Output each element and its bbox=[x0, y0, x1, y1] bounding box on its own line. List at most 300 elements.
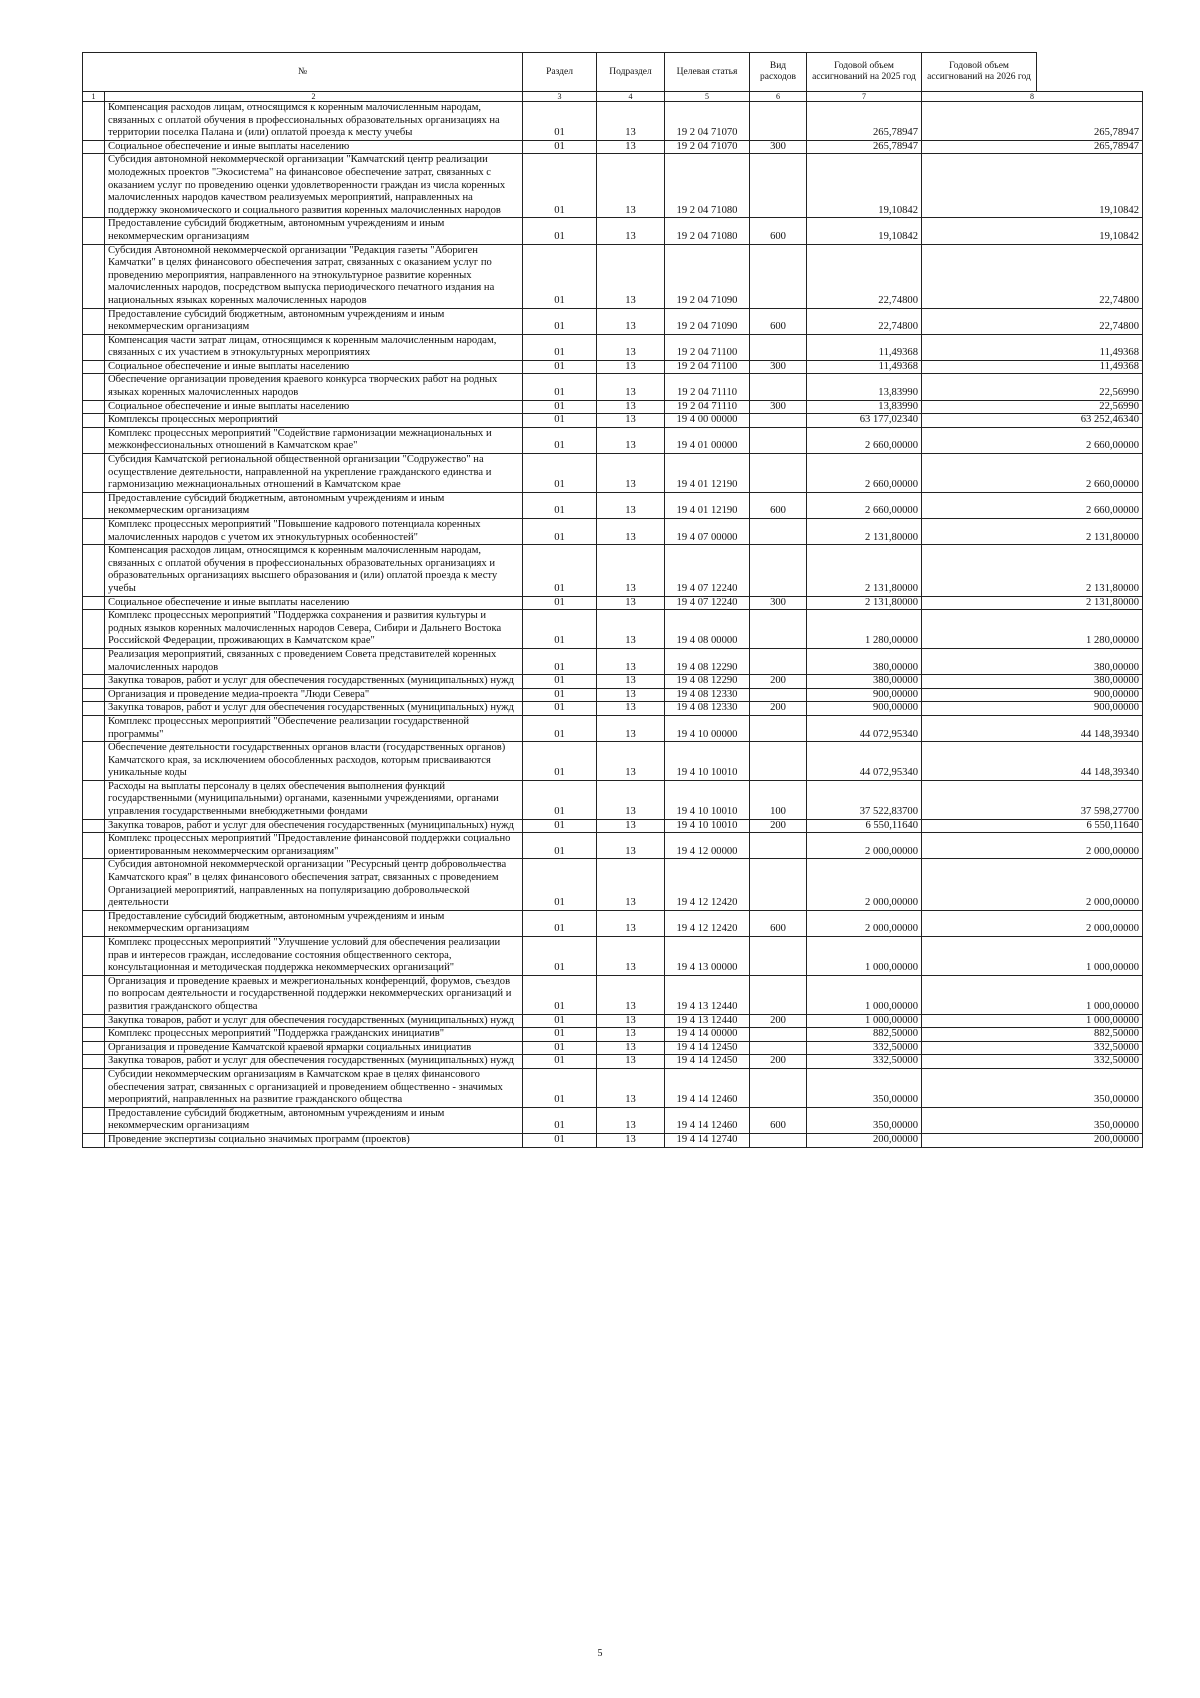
header-number: № bbox=[83, 53, 523, 92]
table-row bbox=[83, 859, 1143, 910]
row-target-article-cell: 19 4 13 00000 bbox=[665, 937, 750, 976]
row-number-cell bbox=[83, 360, 105, 374]
row-section-cell: 01 bbox=[523, 244, 597, 308]
row-name-cell: Предоставление субсидий бюджетным, автономным учреждениям и иным некоммерческим организациям bbox=[105, 308, 523, 334]
row-year-2026-cell: 63 252,46340 bbox=[922, 414, 1143, 428]
row-number-cell bbox=[83, 545, 105, 596]
row-target-article-cell: 19 4 12 12420 bbox=[665, 859, 750, 910]
row-section-cell: 01 bbox=[523, 910, 597, 936]
row-subsection-cell: 13 bbox=[597, 1014, 665, 1028]
row-section-cell: 01 bbox=[523, 937, 597, 976]
table-row bbox=[83, 975, 1143, 1014]
row-name-cell: Закупка товаров, работ и услуг для обеспечения государственных (муниципальных) нужд bbox=[105, 1055, 523, 1069]
row-subsection-cell: 13 bbox=[597, 1041, 665, 1055]
row-year-2025-cell: 6 550,11640 bbox=[807, 819, 922, 833]
row-year-2025-cell: 350,00000 bbox=[807, 1107, 922, 1133]
row-section-cell: 01 bbox=[523, 1107, 597, 1133]
row-target-article-cell: 19 2 04 71110 bbox=[665, 400, 750, 414]
row-year-2025-cell: 2 000,00000 bbox=[807, 833, 922, 859]
row-target-article-cell: 19 2 04 71070 bbox=[665, 102, 750, 141]
row-number-cell bbox=[83, 675, 105, 689]
table-row bbox=[83, 308, 1143, 334]
row-section-cell: 01 bbox=[523, 702, 597, 716]
row-number-cell bbox=[83, 427, 105, 453]
row-expense-type-cell bbox=[750, 937, 807, 976]
row-number-cell bbox=[83, 492, 105, 518]
row-target-article-cell: 19 4 12 12420 bbox=[665, 910, 750, 936]
row-section-cell: 01 bbox=[523, 454, 597, 493]
row-target-article-cell: 19 4 01 00000 bbox=[665, 427, 750, 453]
row-expense-type-cell: 300 bbox=[750, 140, 807, 154]
row-subsection-cell: 13 bbox=[597, 975, 665, 1014]
row-section-cell: 01 bbox=[523, 1133, 597, 1147]
row-section-cell: 01 bbox=[523, 414, 597, 428]
table-row bbox=[83, 688, 1143, 702]
row-year-2026-cell: 19,10842 bbox=[922, 218, 1143, 244]
table-row bbox=[83, 610, 1143, 649]
row-year-2026-cell: 332,50000 bbox=[922, 1041, 1143, 1055]
row-year-2025-cell: 2 131,80000 bbox=[807, 519, 922, 545]
table-row bbox=[83, 218, 1143, 244]
row-name-cell: Комплексы процессных мероприятий bbox=[105, 414, 523, 428]
row-year-2026-cell: 22,56990 bbox=[922, 400, 1143, 414]
row-name-cell: Субсидии некоммерческим организациям в Камчатском крае в целях финансового обеспечения затрат, связанных с организацией и проведением общественно - значимых мероприятий, направленных на развитие гражданского общества bbox=[105, 1068, 523, 1107]
row-subsection-cell: 13 bbox=[597, 1055, 665, 1069]
row-expense-type-cell: 300 bbox=[750, 360, 807, 374]
row-year-2026-cell: 19,10842 bbox=[922, 154, 1143, 218]
row-number-cell bbox=[83, 374, 105, 400]
table-row bbox=[83, 102, 1143, 141]
row-subsection-cell: 13 bbox=[597, 780, 665, 819]
row-target-article-cell: 19 4 08 12290 bbox=[665, 675, 750, 689]
row-section-cell: 01 bbox=[523, 400, 597, 414]
row-section-cell: 01 bbox=[523, 975, 597, 1014]
row-expense-type-cell bbox=[750, 688, 807, 702]
row-year-2026-cell: 2 131,80000 bbox=[922, 596, 1143, 610]
row-target-article-cell: 19 4 10 10010 bbox=[665, 742, 750, 781]
row-year-2025-cell: 1 000,00000 bbox=[807, 975, 922, 1014]
row-year-2026-cell: 2 000,00000 bbox=[922, 859, 1143, 910]
row-section-cell: 01 bbox=[523, 688, 597, 702]
table-row bbox=[83, 492, 1143, 518]
row-year-2025-cell: 900,00000 bbox=[807, 688, 922, 702]
row-expense-type-cell: 600 bbox=[750, 308, 807, 334]
row-name-cell: Организация и проведение краевых и межрегиональных конференций, форумов, съездов по вопросам деятельности и государственной поддержки некоммерческих организаций и развития гражданского общества bbox=[105, 975, 523, 1014]
row-expense-type-cell bbox=[750, 715, 807, 741]
row-year-2025-cell: 2 000,00000 bbox=[807, 859, 922, 910]
row-section-cell: 01 bbox=[523, 648, 597, 674]
row-target-article-cell: 19 4 00 00000 bbox=[665, 414, 750, 428]
row-year-2025-cell: 2 000,00000 bbox=[807, 910, 922, 936]
row-year-2026-cell: 2 000,00000 bbox=[922, 910, 1143, 936]
row-year-2026-cell: 380,00000 bbox=[922, 648, 1143, 674]
row-year-2026-cell: 37 598,27700 bbox=[922, 780, 1143, 819]
row-expense-type-cell bbox=[750, 859, 807, 910]
row-name-cell: Компенсация расходов лицам, относящимся к коренным малочисленным народам, связанных с оплатой обучения в профессиональных образовательных организациях на территории поселка Палана и (или) оплатой проезда к месту учебы bbox=[105, 102, 523, 141]
row-year-2025-cell: 2 131,80000 bbox=[807, 545, 922, 596]
row-name-cell: Социальное обеспечение и иные выплаты населению bbox=[105, 400, 523, 414]
row-number-cell bbox=[83, 819, 105, 833]
row-number-cell bbox=[83, 780, 105, 819]
row-expense-type-cell: 200 bbox=[750, 702, 807, 716]
row-year-2025-cell: 19,10842 bbox=[807, 218, 922, 244]
row-name-cell: Компенсация части затрат лицам, относящимся к коренным малочисленным народам, связанных с их участием в этнокультурных мероприятиях bbox=[105, 334, 523, 360]
row-year-2026-cell: 22,74800 bbox=[922, 244, 1143, 308]
row-target-article-cell: 19 4 12 00000 bbox=[665, 833, 750, 859]
row-name-cell: Комплекс процессных мероприятий "Содействие гармонизации межнациональных и межконфессиональных отношений в Камчатском крае" bbox=[105, 427, 523, 453]
row-name-cell: Организация и проведение медиа-проекта "Люди Севера" bbox=[105, 688, 523, 702]
row-subsection-cell: 13 bbox=[597, 675, 665, 689]
row-year-2025-cell: 332,50000 bbox=[807, 1041, 922, 1055]
row-subsection-cell: 13 bbox=[597, 937, 665, 976]
row-name-cell: Закупка товаров, работ и услуг для обеспечения государственных (муниципальных) нужд bbox=[105, 1014, 523, 1028]
header-col-number: 6 bbox=[750, 92, 807, 102]
row-expense-type-cell: 200 bbox=[750, 675, 807, 689]
table-row bbox=[83, 937, 1143, 976]
row-section-cell: 01 bbox=[523, 102, 597, 141]
row-expense-type-cell bbox=[750, 154, 807, 218]
row-name-cell: Комплекс процессных мероприятий "Обеспечение реализации государственной программы" bbox=[105, 715, 523, 741]
table-row bbox=[83, 1068, 1143, 1107]
table-row bbox=[83, 1028, 1143, 1042]
row-year-2026-cell: 1 000,00000 bbox=[922, 975, 1143, 1014]
row-subsection-cell: 13 bbox=[597, 1068, 665, 1107]
row-subsection-cell: 13 bbox=[597, 833, 665, 859]
row-subsection-cell: 13 bbox=[597, 819, 665, 833]
row-year-2026-cell: 2 131,80000 bbox=[922, 545, 1143, 596]
row-subsection-cell: 13 bbox=[597, 454, 665, 493]
table-row bbox=[83, 400, 1143, 414]
row-subsection-cell: 13 bbox=[597, 334, 665, 360]
row-subsection-cell: 13 bbox=[597, 374, 665, 400]
row-target-article-cell: 19 4 08 12330 bbox=[665, 702, 750, 716]
row-target-article-cell: 19 4 14 00000 bbox=[665, 1028, 750, 1042]
row-year-2025-cell: 1 000,00000 bbox=[807, 937, 922, 976]
row-target-article-cell: 19 4 14 12460 bbox=[665, 1068, 750, 1107]
row-expense-type-cell: 600 bbox=[750, 910, 807, 936]
row-name-cell: Реализация мероприятий, связанных с проведением Совета представителей коренных малочисленных народов bbox=[105, 648, 523, 674]
row-expense-type-cell: 300 bbox=[750, 596, 807, 610]
row-number-cell bbox=[83, 859, 105, 910]
row-number-cell bbox=[83, 833, 105, 859]
row-name-cell: Комплекс процессных мероприятий "Поддержка сохранения и развития культуры и родных языков коренных малочисленных народов Севера, Сибири и Дальнего Востока Российской Федерации, проживающих в Камчатском крае" bbox=[105, 610, 523, 649]
row-year-2025-cell: 37 522,83700 bbox=[807, 780, 922, 819]
header-col-number: 4 bbox=[597, 92, 665, 102]
row-target-article-cell: 19 4 08 00000 bbox=[665, 610, 750, 649]
row-section-cell: 01 bbox=[523, 610, 597, 649]
row-target-article-cell: 19 2 04 71100 bbox=[665, 360, 750, 374]
row-subsection-cell: 13 bbox=[597, 688, 665, 702]
table-row bbox=[83, 715, 1143, 741]
row-target-article-cell: 19 4 14 12450 bbox=[665, 1041, 750, 1055]
row-name-cell: Комплекс процессных мероприятий "Предоставление финансовой поддержки социально ориентированным некоммерческим организациям" bbox=[105, 833, 523, 859]
row-number-cell bbox=[83, 154, 105, 218]
row-year-2025-cell: 11,49368 bbox=[807, 334, 922, 360]
row-number-cell bbox=[83, 596, 105, 610]
row-expense-type-cell bbox=[750, 742, 807, 781]
row-subsection-cell: 13 bbox=[597, 400, 665, 414]
row-subsection-cell: 13 bbox=[597, 648, 665, 674]
row-section-cell: 01 bbox=[523, 1055, 597, 1069]
row-target-article-cell: 19 4 07 00000 bbox=[665, 519, 750, 545]
row-subsection-cell: 13 bbox=[597, 308, 665, 334]
table-body bbox=[83, 102, 1143, 1148]
table-row bbox=[83, 675, 1143, 689]
table-row bbox=[83, 454, 1143, 493]
row-year-2025-cell: 13,83990 bbox=[807, 374, 922, 400]
row-name-cell: Комплекс процессных мероприятий "Поддержка гражданских инициатив" bbox=[105, 1028, 523, 1042]
table-row bbox=[83, 910, 1143, 936]
row-number-cell bbox=[83, 308, 105, 334]
row-name-cell: Предоставление субсидий бюджетным, автономным учреждениям и иным некоммерческим организациям bbox=[105, 218, 523, 244]
row-number-cell bbox=[83, 244, 105, 308]
row-section-cell: 01 bbox=[523, 715, 597, 741]
table-row bbox=[83, 360, 1143, 374]
row-section-cell: 01 bbox=[523, 492, 597, 518]
row-number-cell bbox=[83, 1055, 105, 1069]
row-name-cell: Предоставление субсидий бюджетным, автономным учреждениям и иным некоммерческим организациям bbox=[105, 910, 523, 936]
row-number-cell bbox=[83, 1028, 105, 1042]
row-section-cell: 01 bbox=[523, 1068, 597, 1107]
row-year-2026-cell: 350,00000 bbox=[922, 1068, 1143, 1107]
row-expense-type-cell: 600 bbox=[750, 218, 807, 244]
row-number-cell bbox=[83, 742, 105, 781]
row-year-2025-cell: 63 177,02340 bbox=[807, 414, 922, 428]
row-year-2026-cell: 900,00000 bbox=[922, 688, 1143, 702]
row-target-article-cell: 19 4 10 00000 bbox=[665, 715, 750, 741]
header-year-2025: Годовой объем ассигнований на 2025 год bbox=[807, 53, 922, 92]
row-year-2025-cell: 380,00000 bbox=[807, 648, 922, 674]
row-year-2025-cell: 900,00000 bbox=[807, 702, 922, 716]
row-target-article-cell: 19 2 04 71080 bbox=[665, 218, 750, 244]
row-year-2026-cell: 11,49368 bbox=[922, 360, 1143, 374]
row-year-2025-cell: 2 660,00000 bbox=[807, 454, 922, 493]
row-target-article-cell: 19 2 04 71110 bbox=[665, 374, 750, 400]
row-expense-type-cell: 300 bbox=[750, 400, 807, 414]
row-number-cell bbox=[83, 702, 105, 716]
row-year-2026-cell: 44 148,39340 bbox=[922, 715, 1143, 741]
row-year-2025-cell: 22,74800 bbox=[807, 308, 922, 334]
row-year-2025-cell: 11,49368 bbox=[807, 360, 922, 374]
row-name-cell: Организация и проведение Камчатской краевой ярмарки социальных инициатив bbox=[105, 1041, 523, 1055]
row-number-cell bbox=[83, 937, 105, 976]
row-name-cell: Закупка товаров, работ и услуг для обеспечения государственных (муниципальных) нужд bbox=[105, 819, 523, 833]
row-expense-type-cell: 200 bbox=[750, 819, 807, 833]
row-number-cell bbox=[83, 1014, 105, 1028]
row-section-cell: 01 bbox=[523, 742, 597, 781]
row-subsection-cell: 13 bbox=[597, 1028, 665, 1042]
table-row bbox=[83, 702, 1143, 716]
row-expense-type-cell bbox=[750, 648, 807, 674]
row-year-2025-cell: 19,10842 bbox=[807, 154, 922, 218]
table-row bbox=[83, 1041, 1143, 1055]
row-name-cell: Расходы на выплаты персоналу в целях обеспечения выполнения функций государственными (муниципальными) органами, казенными учреждениями, органами управления государственными внебюджетными фондами bbox=[105, 780, 523, 819]
row-subsection-cell: 13 bbox=[597, 859, 665, 910]
row-number-cell bbox=[83, 218, 105, 244]
row-section-cell: 01 bbox=[523, 1041, 597, 1055]
row-year-2025-cell: 2 660,00000 bbox=[807, 492, 922, 518]
table-row bbox=[83, 596, 1143, 610]
header-col-number: 8 bbox=[922, 92, 1143, 102]
row-section-cell: 01 bbox=[523, 308, 597, 334]
row-subsection-cell: 13 bbox=[597, 102, 665, 141]
table-row bbox=[83, 374, 1143, 400]
row-target-article-cell: 19 4 01 12190 bbox=[665, 492, 750, 518]
row-subsection-cell: 13 bbox=[597, 492, 665, 518]
row-number-cell bbox=[83, 715, 105, 741]
row-year-2026-cell: 380,00000 bbox=[922, 675, 1143, 689]
row-section-cell: 01 bbox=[523, 780, 597, 819]
row-target-article-cell: 19 2 04 71100 bbox=[665, 334, 750, 360]
row-subsection-cell: 13 bbox=[597, 519, 665, 545]
row-year-2026-cell: 44 148,39340 bbox=[922, 742, 1143, 781]
row-year-2025-cell: 265,78947 bbox=[807, 102, 922, 141]
row-year-2026-cell: 2 131,80000 bbox=[922, 519, 1143, 545]
row-section-cell: 01 bbox=[523, 519, 597, 545]
row-expense-type-cell bbox=[750, 975, 807, 1014]
row-expense-type-cell bbox=[750, 610, 807, 649]
table-row bbox=[83, 1133, 1143, 1147]
header-col-number: 5 bbox=[665, 92, 750, 102]
row-target-article-cell: 19 4 14 12460 bbox=[665, 1107, 750, 1133]
row-year-2026-cell: 22,56990 bbox=[922, 374, 1143, 400]
row-number-cell bbox=[83, 975, 105, 1014]
row-expense-type-cell bbox=[750, 374, 807, 400]
row-number-cell bbox=[83, 1107, 105, 1133]
row-number-cell bbox=[83, 454, 105, 493]
row-number-cell bbox=[83, 610, 105, 649]
row-number-cell bbox=[83, 414, 105, 428]
row-target-article-cell: 19 4 13 12440 bbox=[665, 1014, 750, 1028]
row-target-article-cell: 19 4 01 12190 bbox=[665, 454, 750, 493]
row-section-cell: 01 bbox=[523, 859, 597, 910]
row-number-cell bbox=[83, 648, 105, 674]
row-year-2026-cell: 2 660,00000 bbox=[922, 427, 1143, 453]
row-number-cell bbox=[83, 1133, 105, 1147]
header-target-article: Целевая статья bbox=[665, 53, 750, 92]
row-expense-type-cell: 200 bbox=[750, 1014, 807, 1028]
row-target-article-cell: 19 4 10 10010 bbox=[665, 780, 750, 819]
header-numbers-row bbox=[83, 92, 1143, 102]
row-subsection-cell: 13 bbox=[597, 596, 665, 610]
row-year-2026-cell: 6 550,11640 bbox=[922, 819, 1143, 833]
table-row bbox=[83, 833, 1143, 859]
header-col-number: 2 bbox=[105, 92, 523, 102]
table-row bbox=[83, 414, 1143, 428]
row-subsection-cell: 13 bbox=[597, 414, 665, 428]
row-section-cell: 01 bbox=[523, 427, 597, 453]
row-name-cell: Субсидия Автономной некоммерческой организации "Редакция газеты "Абориген Камчатки" в целях финансового обеспечения затрат, связанных с оказанием услуг по проведению мероприятия, направленного на этнокультурное развитие коренных малочисленных народов, посредством выпуска периодического печатного издания на национальных языках коренных малочисленных народов bbox=[105, 244, 523, 308]
row-name-cell: Обеспечение деятельности государственных органов власти (государственных органов) Камчатского края, за исключением обособленных расходов, которым присваиваются уникальные коды bbox=[105, 742, 523, 781]
row-year-2026-cell: 350,00000 bbox=[922, 1107, 1143, 1133]
table-row bbox=[83, 427, 1143, 453]
row-number-cell bbox=[83, 102, 105, 141]
row-subsection-cell: 13 bbox=[597, 427, 665, 453]
header-section: Раздел bbox=[523, 53, 597, 92]
row-number-cell bbox=[83, 688, 105, 702]
row-year-2026-cell: 1 000,00000 bbox=[922, 937, 1143, 976]
row-target-article-cell: 19 4 07 12240 bbox=[665, 596, 750, 610]
row-expense-type-cell bbox=[750, 519, 807, 545]
row-name-cell: Предоставление субсидий бюджетным, автономным учреждениям и иным некоммерческим организациям bbox=[105, 492, 523, 518]
row-name-cell: Закупка товаров, работ и услуг для обеспечения государственных (муниципальных) нужд bbox=[105, 675, 523, 689]
header-col-number: 1 bbox=[83, 92, 105, 102]
row-section-cell: 01 bbox=[523, 360, 597, 374]
header-expense-type: Вид расходов bbox=[750, 53, 807, 92]
row-expense-type-cell bbox=[750, 545, 807, 596]
row-subsection-cell: 13 bbox=[597, 1107, 665, 1133]
page-number: 5 bbox=[597, 1648, 603, 1659]
row-target-article-cell: 19 2 04 71090 bbox=[665, 308, 750, 334]
row-year-2025-cell: 350,00000 bbox=[807, 1068, 922, 1107]
row-section-cell: 01 bbox=[523, 334, 597, 360]
row-year-2026-cell: 1 280,00000 bbox=[922, 610, 1143, 649]
row-expense-type-cell bbox=[750, 833, 807, 859]
row-year-2026-cell: 2 000,00000 bbox=[922, 833, 1143, 859]
row-section-cell: 01 bbox=[523, 819, 597, 833]
row-section-cell: 01 bbox=[523, 1014, 597, 1028]
row-target-article-cell: 19 2 04 71080 bbox=[665, 154, 750, 218]
row-subsection-cell: 13 bbox=[597, 140, 665, 154]
row-number-cell bbox=[83, 519, 105, 545]
row-year-2026-cell: 265,78947 bbox=[922, 102, 1143, 141]
row-target-article-cell: 19 4 07 12240 bbox=[665, 545, 750, 596]
row-expense-type-cell: 600 bbox=[750, 1107, 807, 1133]
row-section-cell: 01 bbox=[523, 154, 597, 218]
row-section-cell: 01 bbox=[523, 1028, 597, 1042]
row-target-article-cell: 19 4 08 12330 bbox=[665, 688, 750, 702]
row-subsection-cell: 13 bbox=[597, 610, 665, 649]
budget-table-sheet bbox=[82, 52, 1142, 1148]
row-subsection-cell: 13 bbox=[597, 742, 665, 781]
row-year-2025-cell: 1 280,00000 bbox=[807, 610, 922, 649]
row-section-cell: 01 bbox=[523, 218, 597, 244]
row-year-2026-cell: 200,00000 bbox=[922, 1133, 1143, 1147]
row-target-article-cell: 19 4 10 10010 bbox=[665, 819, 750, 833]
row-subsection-cell: 13 bbox=[597, 702, 665, 716]
row-year-2026-cell: 332,50000 bbox=[922, 1055, 1143, 1069]
row-number-cell bbox=[83, 1068, 105, 1107]
row-subsection-cell: 13 bbox=[597, 360, 665, 374]
row-year-2026-cell: 265,78947 bbox=[922, 140, 1143, 154]
row-number-cell bbox=[83, 400, 105, 414]
row-year-2025-cell: 1 000,00000 bbox=[807, 1014, 922, 1028]
row-target-article-cell: 19 4 14 12740 bbox=[665, 1133, 750, 1147]
row-expense-type-cell: 200 bbox=[750, 1055, 807, 1069]
header-row bbox=[83, 53, 1143, 92]
row-expense-type-cell bbox=[750, 102, 807, 141]
row-year-2025-cell: 380,00000 bbox=[807, 675, 922, 689]
row-year-2025-cell: 22,74800 bbox=[807, 244, 922, 308]
row-number-cell bbox=[83, 910, 105, 936]
header-year-2026: Годовой объем ассигнований на 2026 год bbox=[922, 53, 1037, 92]
row-target-article-cell: 19 4 13 12440 bbox=[665, 975, 750, 1014]
row-expense-type-cell bbox=[750, 454, 807, 493]
row-year-2026-cell: 2 660,00000 bbox=[922, 492, 1143, 518]
row-subsection-cell: 13 bbox=[597, 244, 665, 308]
row-subsection-cell: 13 bbox=[597, 1133, 665, 1147]
row-expense-type-cell bbox=[750, 244, 807, 308]
row-name-cell: Социальное обеспечение и иные выплаты населению bbox=[105, 596, 523, 610]
row-subsection-cell: 13 bbox=[597, 218, 665, 244]
header-subsection: Подраздел bbox=[597, 53, 665, 92]
row-name-cell: Субсидия Камчатской региональной общественной организации "Содружество" на осуществление деятельности, направленной на укрепление гражданского единства и гармонизацию межнациональных отношений в Камчатском крае bbox=[105, 454, 523, 493]
table-row bbox=[83, 648, 1143, 674]
row-name-cell: Социальное обеспечение и иные выплаты населению bbox=[105, 140, 523, 154]
row-year-2025-cell: 2 660,00000 bbox=[807, 427, 922, 453]
row-year-2026-cell: 882,50000 bbox=[922, 1028, 1143, 1042]
budget-table bbox=[82, 52, 1143, 1148]
